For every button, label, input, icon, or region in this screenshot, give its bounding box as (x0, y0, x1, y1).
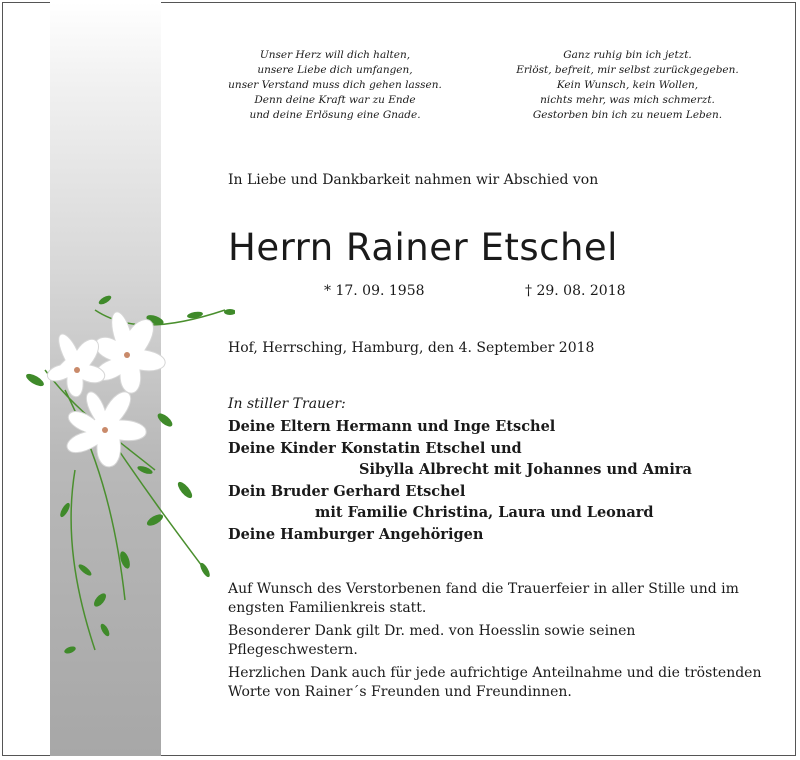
death-date: † 29. 08. 2018 (525, 283, 626, 299)
closing-paragraph: Besonderer Dank gilt Dr. med. von Hoesslin sowie seinen Pflegeschwestern. (228, 623, 636, 658)
poem-right-line: Gestorben bin ich zu neuem Leben. (532, 109, 723, 121)
mourner-line: Deine Kinder Konstatin Etschel und (228, 439, 522, 457)
mourner-line: Deine Eltern Hermann und Inge Etschel (228, 418, 556, 435)
mourner-line: Dein Bruder Gerhard Etschel (228, 482, 466, 500)
poem-left (215, 48, 455, 123)
poem-left-line: unsere Liebe dich umfangen, (257, 64, 413, 76)
poem-left-line: Denn deine Kraft war zu Ende (254, 94, 416, 106)
birth-date: * 17. 09. 1958 (324, 283, 425, 299)
mourner-line: Deine Hamburger Angehörigen (228, 525, 484, 543)
closing-paragraph: Herzlichen Dank auch für jede aufrichtige Anteilnahme und die tröstenden Worte von Rainer´s Freunden und Freundinnen. (228, 665, 762, 700)
closing-paragraph: Auf Wunsch des Verstorbenen fand die Trauerfeier in aller Stille und im engsten Familienkreis statt. (228, 581, 739, 616)
mourner-line: mit Familie Christina, Laura und Leonard (315, 504, 654, 521)
mourners-block (228, 396, 692, 545)
poem-right (495, 48, 760, 123)
lily-bouquet-image (5, 270, 235, 670)
poem-right-line: nichts mehr, was mich schmerzt. (540, 94, 715, 106)
poem-right-line: Ganz ruhig bin ich jetzt. (563, 49, 692, 61)
poem-left-line: unser Verstand muss dich gehen lassen. (228, 79, 442, 91)
mourner-line: Sibylla Albrecht mit Johannes und Amira (359, 461, 692, 478)
mourning-heading: In stiller Trauer: (228, 396, 346, 412)
poem-left-line: Unser Herz will dich halten, (259, 49, 411, 61)
poem-left-line: und deine Erlösung eine Gnade. (249, 109, 421, 121)
poem-right-line: Kein Wunsch, kein Wollen, (556, 79, 699, 91)
closing-text (228, 580, 768, 706)
place-and-date: Hof, Herrsching, Hamburg, den 4. September 2018 (228, 340, 595, 356)
intro-text: In Liebe und Dankbarkeit nahmen wir Abschied von (228, 172, 599, 188)
poem-right-line: Erlöst, befreit, mir selbst zurückgegeben. (516, 64, 739, 76)
deceased-name: Herrn Rainer Etschel (228, 226, 618, 269)
